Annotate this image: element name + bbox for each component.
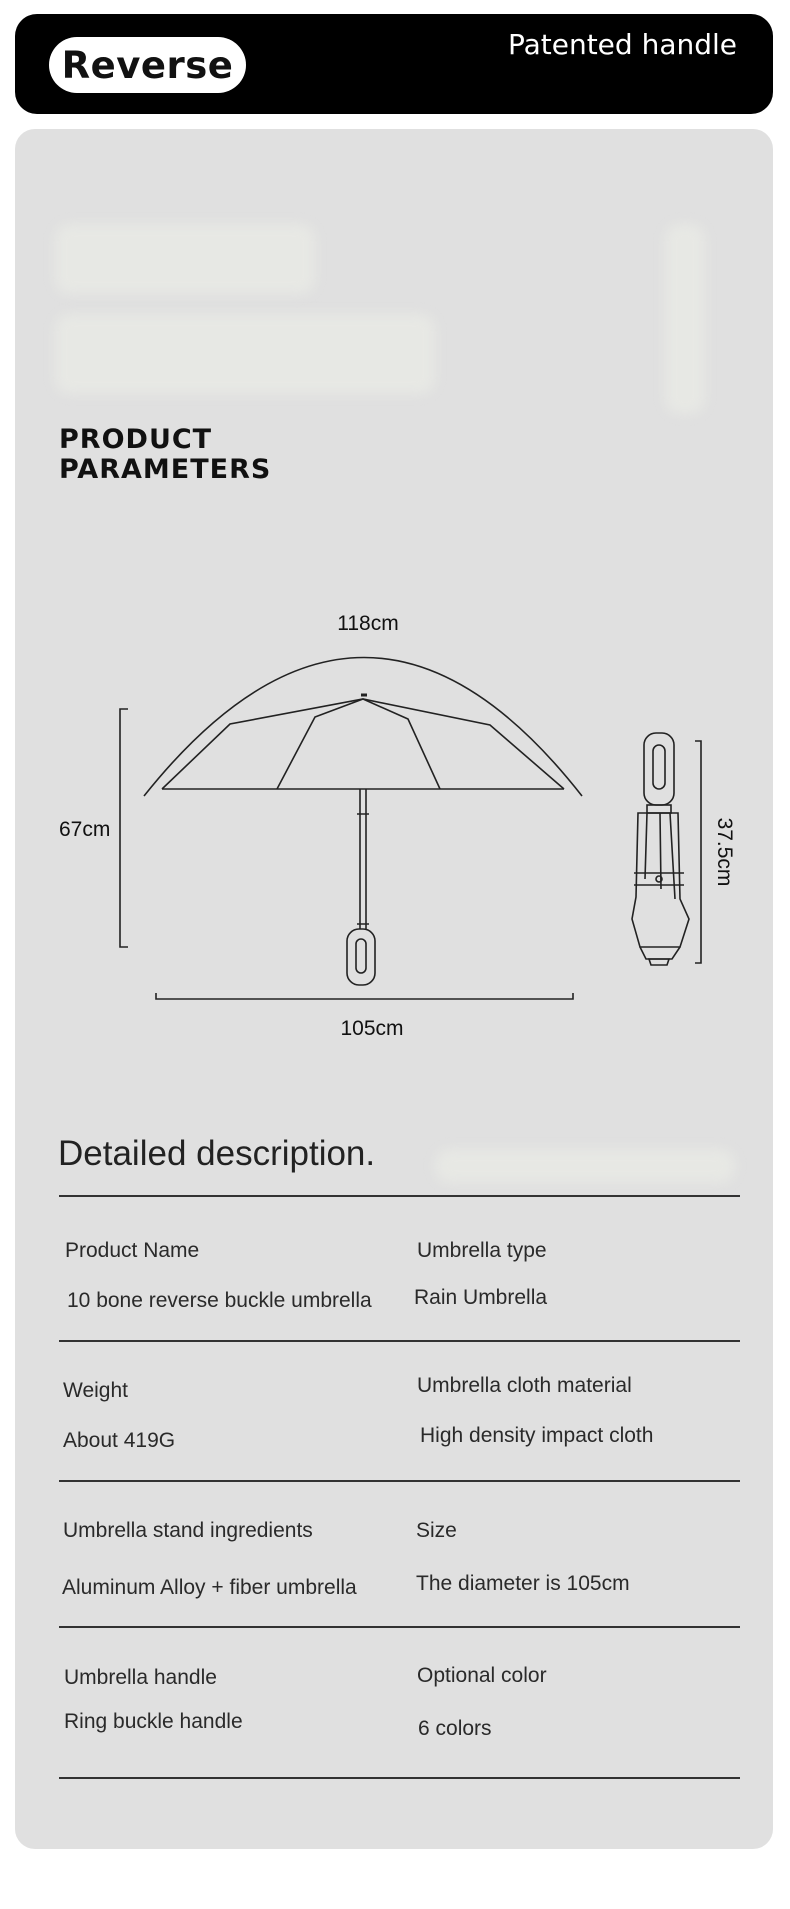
table-divider — [59, 1626, 740, 1628]
stand-ingredients-label: Umbrella stand ingredients — [63, 1519, 313, 1542]
header-bar — [15, 14, 773, 114]
optional-color-value: 6 colors — [418, 1717, 492, 1740]
reverse-badge: Reverse — [49, 37, 246, 93]
handle-label: Umbrella handle — [64, 1666, 217, 1689]
faded-background-graphic — [435, 1149, 735, 1183]
handle-value: Ring buckle handle — [64, 1710, 243, 1733]
stand-ingredients-value: Aluminum Alloy + fiber umbrella — [62, 1576, 357, 1599]
umbrella-type-label: Umbrella type — [417, 1239, 547, 1262]
height-dimension-line — [120, 709, 128, 947]
product-name-value: 10 bone reverse buckle umbrella — [67, 1289, 372, 1312]
umbrella-dimension-diagram — [15, 129, 773, 1129]
diameter-label: 105cm — [340, 1017, 404, 1040]
optional-color-label: Optional color — [417, 1664, 547, 1687]
table-divider — [59, 1777, 740, 1779]
diameter-dimension-line — [156, 993, 573, 999]
folded-length-label: 37.5cm — [713, 817, 736, 887]
size-label: Size — [416, 1519, 457, 1542]
cloth-material-label: Umbrella cloth material — [417, 1374, 632, 1397]
weight-label: Weight — [63, 1379, 128, 1402]
product-name-label: Product Name — [65, 1239, 200, 1262]
table-divider — [59, 1195, 740, 1197]
heading-line-1: PRODUCT — [59, 424, 213, 455]
parameters-card — [15, 129, 773, 1849]
open-umbrella-icon — [162, 695, 564, 985]
weight-value: About 419G — [63, 1429, 176, 1452]
height-label: 67cm — [59, 818, 111, 841]
arc-dimension-line — [144, 658, 582, 797]
detailed-description-title: Detailed description. — [58, 1134, 376, 1173]
folded-length-dimension-line — [695, 741, 701, 963]
header-tagline: Patented handle — [507, 28, 737, 61]
size-value: The diameter is 105cm — [416, 1572, 630, 1595]
umbrella-type-value: Rain Umbrella — [414, 1286, 548, 1309]
arc-length-label: 118cm — [337, 612, 399, 635]
table-divider — [59, 1340, 740, 1342]
cloth-material-value: High density impact cloth — [420, 1424, 654, 1447]
table-divider — [59, 1480, 740, 1482]
heading-line-2: PARAMETERS — [59, 454, 272, 485]
folded-umbrella-icon — [632, 733, 689, 965]
